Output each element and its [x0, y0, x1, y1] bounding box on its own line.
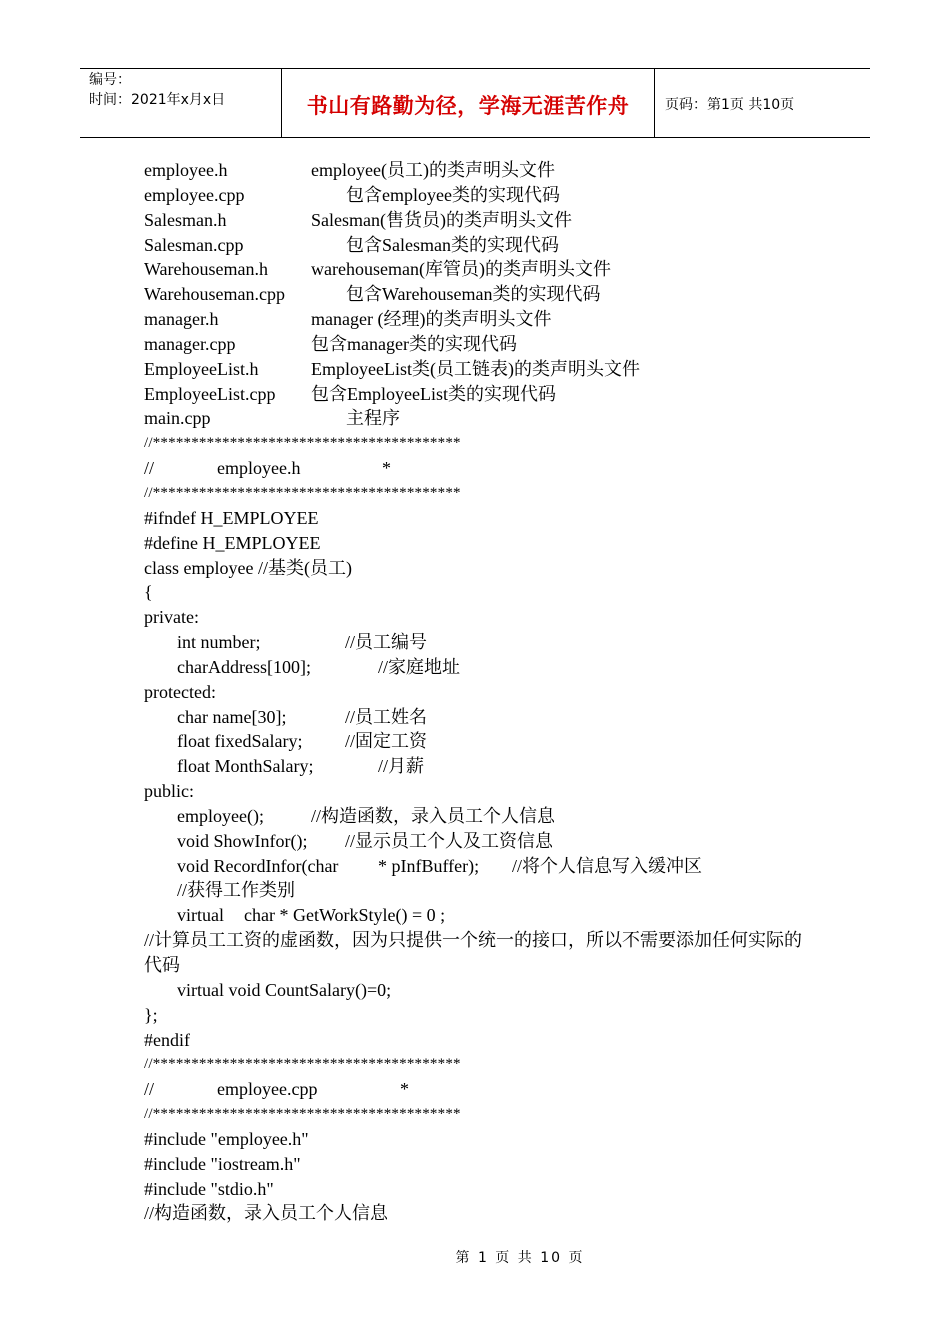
code-comment: //将个人信息写入缓冲区 [512, 855, 703, 876]
code-comment: //固定工资 [345, 731, 428, 752]
code-line [144, 854, 824, 879]
file-row [144, 257, 824, 282]
code-line [144, 630, 824, 655]
comment-banner [144, 1077, 824, 1102]
header-meta-cell [80, 69, 282, 137]
code-line: //构造函数，录入员工个人信息 [144, 1203, 389, 1224]
comment-stars: //**************************************** [144, 484, 461, 501]
code-line: #define H_EMPLOYEE [144, 532, 321, 553]
comment-banner [144, 456, 824, 481]
code-line [144, 804, 824, 829]
document-number-label: 编号： [89, 72, 131, 88]
code-comment: //员工姓名 [345, 706, 428, 727]
document-body [144, 158, 824, 1226]
banner-slashes: // [144, 1079, 155, 1100]
code-line: #include "employee.h" [144, 1128, 309, 1149]
file-desc: 包含EmployeeList类的实现代码 [311, 383, 556, 404]
code-comment-wrapped: //计算员工工资的虚函数，因为只提供一个统一的接口，所以不需要添加任何实际的代码 [144, 930, 802, 975]
code-line [144, 754, 824, 779]
header-motto-cell [282, 69, 655, 137]
code-stmt: charAddress[100]; [177, 656, 311, 677]
file-name: manager.cpp [144, 333, 236, 354]
code-comment: //员工编号 [345, 632, 428, 653]
file-row [144, 208, 824, 233]
file-row [144, 158, 824, 183]
file-name: Salesman.cpp [144, 234, 244, 255]
code-line [144, 978, 824, 1003]
file-desc: warehouseman(库管员)的类声明头文件 [311, 259, 611, 280]
file-row [144, 382, 824, 407]
file-desc: 包含manager类的实现代码 [311, 333, 517, 354]
code-stmt-cont: char * GetWorkStyle() = 0 ; [244, 905, 446, 926]
file-row [144, 357, 824, 382]
header-page-info: 页码：第1页 共10页 [665, 97, 795, 113]
banner-slashes: // [144, 458, 155, 479]
code-line: #include "iostream.h" [144, 1153, 301, 1174]
file-desc: 包含Warehouseman类的实现代码 [346, 284, 601, 305]
file-row [144, 332, 824, 357]
code-line: class employee //基类(员工) [144, 557, 352, 578]
code-stmt: void RecordInfor(char [177, 855, 339, 876]
header-motto: 书山有路勤为径，学海无涯苦作舟 [306, 94, 630, 118]
code-line: #include "stdio.h" [144, 1178, 274, 1199]
header-page-cell [655, 69, 870, 137]
code-comment: //构造函数，录入员工个人信息 [311, 805, 556, 826]
code-stmt: virtual void CountSalary()=0; [177, 979, 392, 1000]
file-row [144, 233, 824, 258]
file-desc: 包含employee类的实现代码 [346, 184, 560, 205]
code-stmt-cont: * pInfBuffer); [378, 855, 480, 876]
file-desc: manager (经理)的类声明头文件 [311, 309, 552, 330]
code-line: #ifndef H_EMPLOYEE [144, 507, 319, 528]
code-stmt: employee(); [177, 805, 264, 826]
code-comment: //获得工作类别 [177, 880, 296, 901]
code-line [144, 729, 824, 754]
code-line: #endif [144, 1029, 190, 1050]
file-name: Warehouseman.cpp [144, 284, 285, 305]
banner-star: * [400, 1079, 409, 1100]
file-row [144, 282, 824, 307]
comment-stars: //**************************************** [144, 1106, 461, 1123]
file-desc: Salesman(售货员)的类声明头文件 [311, 209, 572, 230]
page-footer: 第 1 页 共 10 页 [455, 1250, 585, 1266]
page-header [80, 68, 870, 138]
file-desc: 包含Salesman类的实现代码 [346, 234, 559, 255]
comment-stars: //**************************************** [144, 1056, 461, 1073]
code-line [144, 903, 824, 928]
code-line [144, 655, 824, 680]
code-comment: //家庭地址 [378, 656, 461, 677]
code-stmt: char name[30]; [177, 706, 287, 727]
file-name: Salesman.h [144, 209, 227, 230]
file-row [144, 406, 824, 431]
code-stmt: float fixedSalary; [177, 731, 303, 752]
file-name: employee.cpp [144, 184, 245, 205]
code-line [144, 878, 824, 903]
code-line: private: [144, 607, 199, 628]
document-time-label: 时间：2021年x月x日 [89, 92, 226, 108]
banner-filename: employee.h [217, 458, 301, 479]
code-line [144, 705, 824, 730]
file-name: EmployeeList.cpp [144, 383, 276, 404]
code-stmt: float MonthSalary; [177, 756, 314, 777]
file-desc: EmployeeList类(员工链表)的类声明头文件 [311, 358, 640, 379]
file-name: main.cpp [144, 408, 211, 429]
file-name: EmployeeList.h [144, 358, 259, 379]
code-stmt: virtual [177, 905, 224, 926]
file-name: manager.h [144, 309, 219, 330]
code-line: public: [144, 781, 194, 802]
code-line [144, 829, 824, 854]
file-row [144, 183, 824, 208]
code-comment: //月薪 [378, 756, 425, 777]
file-desc: employee(员工)的类声明头文件 [311, 160, 555, 180]
code-line: protected: [144, 681, 216, 702]
code-line: { [144, 582, 153, 603]
code-comment: //显示员工个人及工资信息 [345, 830, 554, 851]
banner-star: * [382, 458, 391, 479]
comment-stars: //**************************************** [144, 435, 461, 452]
code-line: }; [144, 1004, 158, 1025]
file-name: Warehouseman.h [144, 259, 269, 280]
file-name: employee.h [144, 160, 228, 180]
banner-filename: employee.cpp [217, 1079, 318, 1100]
file-row [144, 307, 824, 332]
file-desc: 主程序 [346, 408, 400, 429]
code-stmt: void ShowInfor(); [177, 830, 308, 851]
code-stmt: int number; [177, 632, 261, 653]
